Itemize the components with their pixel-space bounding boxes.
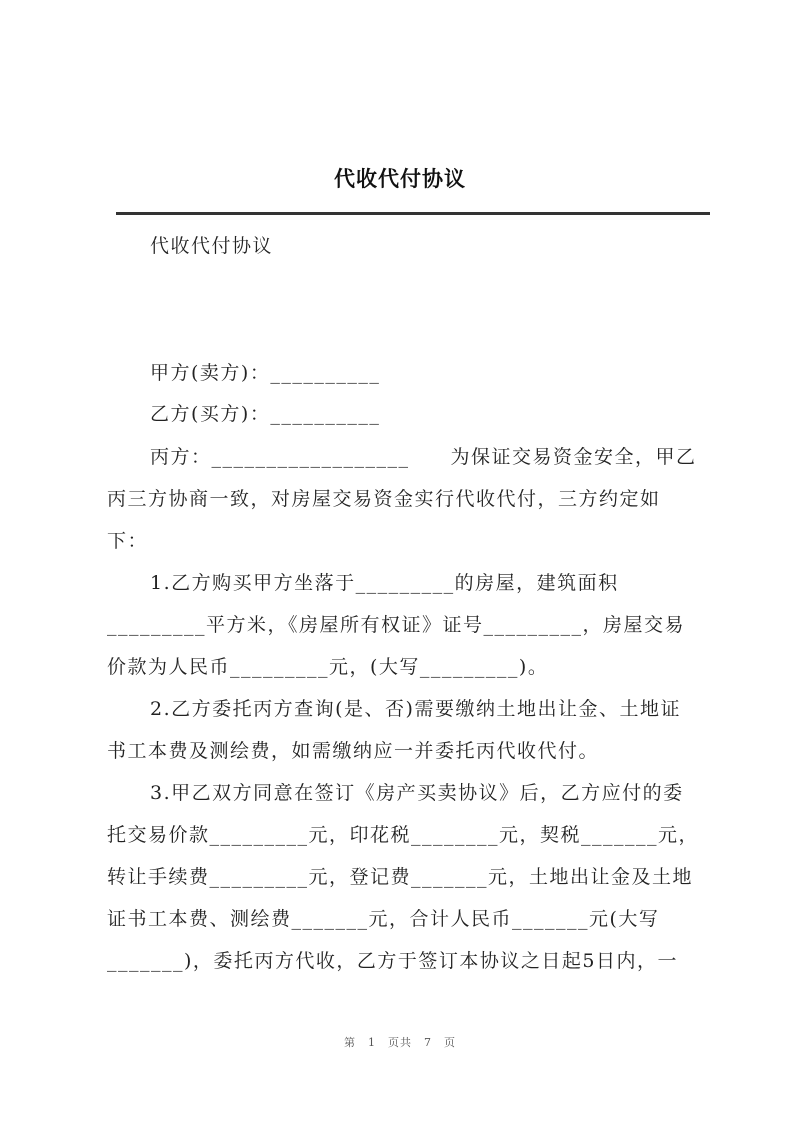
body-line: 转让手续费_________元，登记费_______元，土地出让金及土地 (107, 866, 694, 888)
body-line: 价款为人民币_________元，(大写_________)。 (107, 656, 549, 678)
clause-2-line: 2.乙方委托丙方查询(是、否)需要缴纳土地出让金、土地证 (150, 698, 681, 720)
party-c-line: 丙方：__________________ 为保证交易资金安全，甲乙 (150, 446, 697, 468)
body-line: 下： (107, 530, 149, 552)
party-b-line: 乙方(买方)：__________ (150, 403, 381, 425)
body-line: 证书工本费、测绘费_______元，合计人民币_______元(大写 (107, 908, 660, 930)
footer-total-pages: 7 (424, 1036, 432, 1049)
body-line: _______)，委托丙方代收，乙方于签订本协议之日起5日内，一 (107, 950, 679, 972)
party-a-line: 甲方(卖方)：__________ (150, 362, 381, 384)
footer-suffix: 页 (444, 1036, 456, 1049)
footer-mid: 页共 (388, 1036, 412, 1049)
title-divider (116, 212, 710, 215)
body-line: 书工本费及测绘费，如需缴纳应一并委托丙代收代付。 (107, 740, 600, 762)
footer-prefix: 第 (344, 1036, 356, 1049)
footer-page-number: 1 (368, 1036, 376, 1049)
document-title: 代收代付协议 (334, 166, 466, 191)
page-footer (0, 1034, 800, 1050)
clause-1-line: 1.乙方购买甲方坐落于_________的房屋，建筑面积 (150, 572, 619, 594)
document-subtitle: 代收代付协议 (150, 235, 274, 257)
clause-3-line: 3.甲乙双方同意在签订《房产买卖协议》后，乙方应付的委 (150, 782, 684, 804)
body-line: _________平方米，《房屋所有权证》证号_________，房屋交易 (107, 614, 686, 636)
body-line: 丙三方协商一致，对房屋交易资金实行代收代付，三方约定如 (107, 488, 661, 510)
body-line: 托交易价款_________元，印花税________元，契税_______元， (107, 824, 700, 846)
